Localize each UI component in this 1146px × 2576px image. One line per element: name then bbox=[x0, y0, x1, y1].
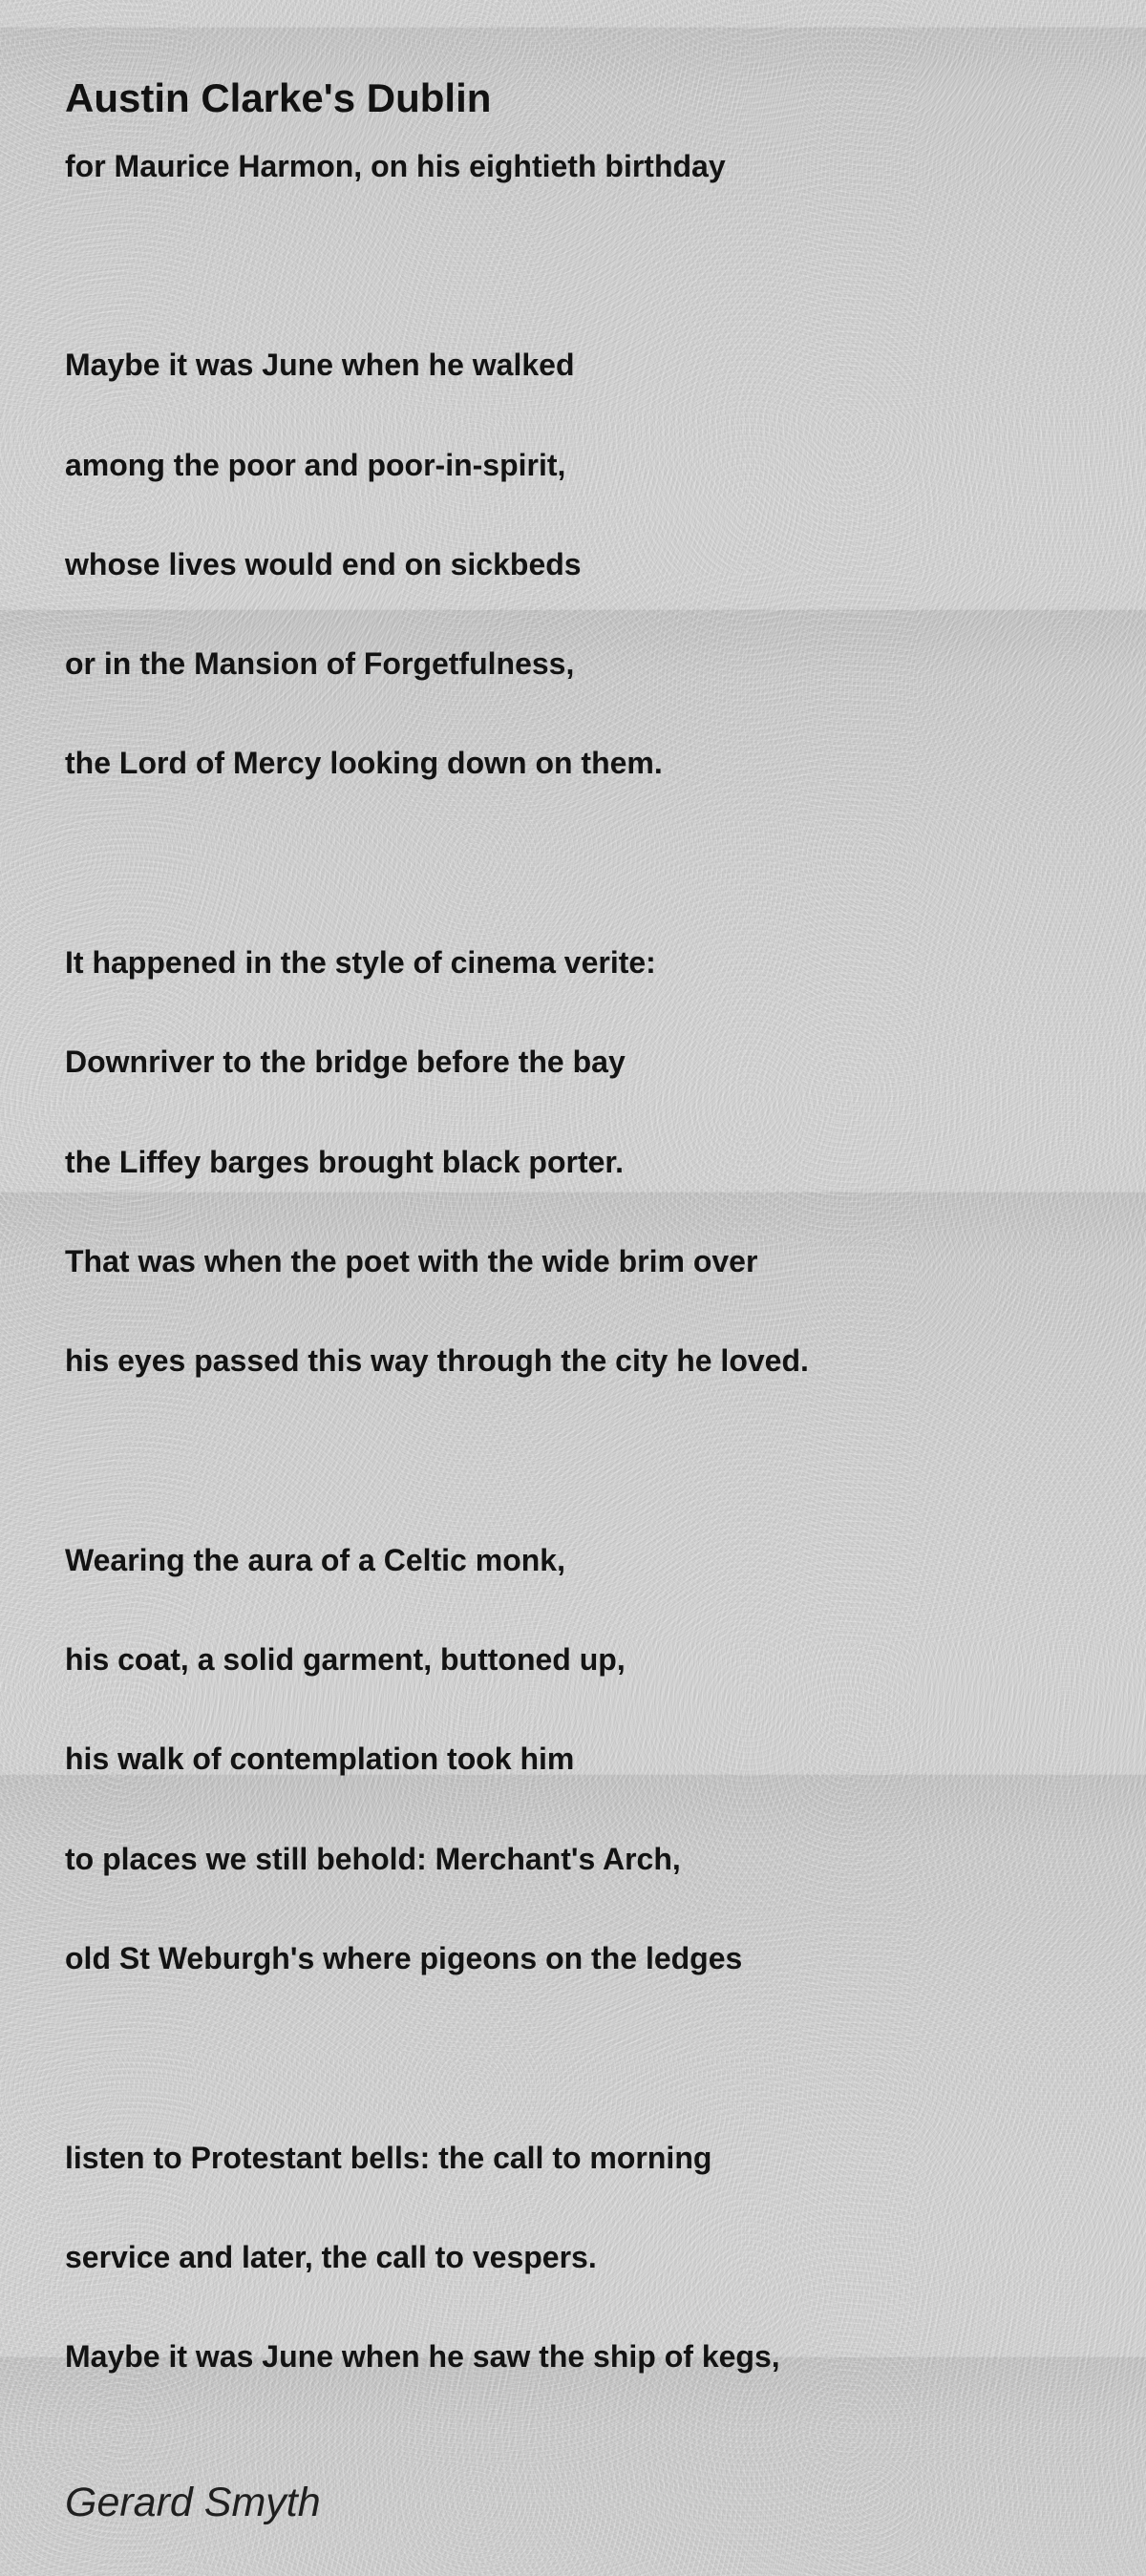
poem-title: Austin Clarke's Dublin bbox=[65, 75, 492, 121]
poem-line: to places we still behold: Merchant's Arch, bbox=[65, 1841, 681, 1876]
poem-line: his eyes passed this way through the city he loved. bbox=[65, 1343, 809, 1379]
poem-flow bbox=[65, 116, 1127, 2407]
poem-line: Maybe it was June when he saw the ship of kegs, bbox=[65, 2339, 780, 2375]
poem-line: old St Weburgh's where pigeons on the ledges bbox=[65, 1940, 743, 1975]
poem-line: his walk of contemplation took him bbox=[65, 1742, 575, 1777]
poem-line: Maybe it was June when he walked bbox=[65, 348, 575, 383]
poem-line: It happened in the style of cinema verite: bbox=[65, 945, 656, 981]
poem-dedication: for Maurice Harmon, on his eightieth birthday bbox=[65, 148, 726, 183]
poem-line: whose lives would end on sickbeds bbox=[65, 546, 582, 581]
poem-line: his coat, a solid garment, buttoned up, bbox=[65, 1642, 626, 1678]
poem-stanza bbox=[65, 316, 1127, 813]
poem-stanza bbox=[65, 913, 1127, 1410]
poem-stanza bbox=[65, 1510, 1127, 2008]
poem-line: listen to Protestant bells: the call to morning bbox=[65, 2140, 712, 2175]
poem-line: or in the Mansion of Forgetfulness, bbox=[65, 646, 575, 682]
poem-author: Gerard Smyth bbox=[65, 2480, 321, 2525]
poem-stanza bbox=[65, 2108, 1127, 2407]
poem-body bbox=[65, 316, 1127, 2407]
poem-line: the Lord of Mercy looking down on them. bbox=[65, 746, 663, 781]
poem-line: Wearing the aura of a Celtic monk, bbox=[65, 1542, 565, 1577]
poem-line: Downriver to the bridge before the bay bbox=[65, 1045, 626, 1080]
poem-line: service and later, the call to vespers. bbox=[65, 2239, 597, 2274]
poem-line: the Liffey barges brought black porter. bbox=[65, 1144, 624, 1179]
poem-line: That was when the poet with the wide brim over bbox=[65, 1243, 758, 1278]
poem-line: among the poor and poor-in-spirit, bbox=[65, 447, 566, 482]
